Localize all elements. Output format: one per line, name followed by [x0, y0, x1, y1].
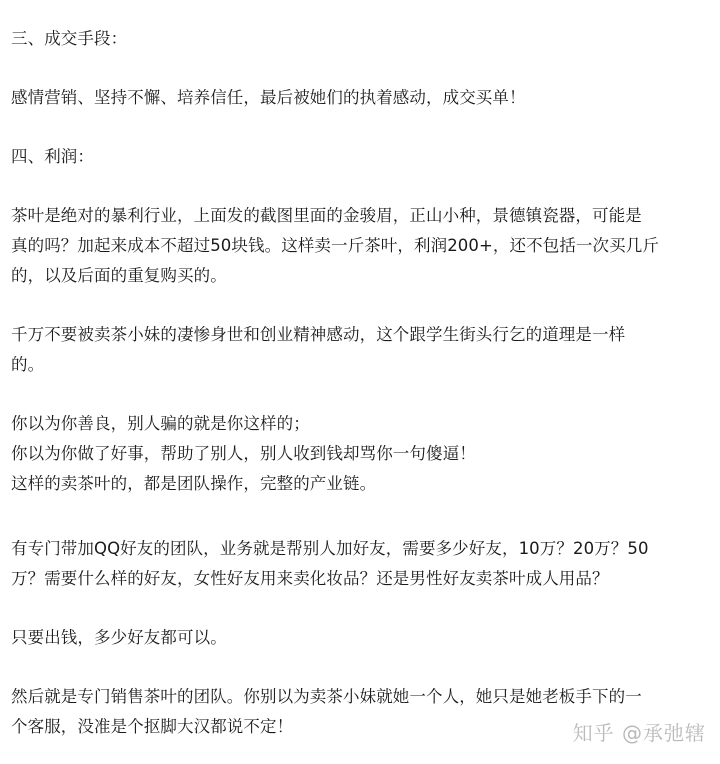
zhihu-watermark: 知乎 @承弛辖: [572, 721, 706, 745]
section-heading-closing-method: 三、成交手段：: [11, 29, 128, 48]
paragraph-line: 你以为你做了好事，帮助了别人，别人收到钱却骂你一句傻逼！: [11, 444, 476, 463]
paragraph-line: 只要出钱，多少好友都可以。: [11, 628, 227, 647]
paragraph-line: 你以为你善良，别人骗的就是你这样的；: [11, 414, 310, 433]
paragraph-line: 这样的卖茶叶的，都是团队操作，完整的产业链。: [11, 474, 377, 493]
paragraph-line: 的，以及后面的重复购买的。: [11, 266, 227, 285]
paragraph-line: 个客服，没准是个抠脚大汉都说不定！: [11, 717, 294, 736]
paragraph-line: 然后就是专门销售茶叶的团队。你别以为卖茶小妹就她一个人，她只是她老板手下的一: [11, 687, 642, 706]
paragraph-line: 真的吗？加起来成本不超过50块钱。这样卖一斤茶叶，利润200+，还不包括一次买几斤: [11, 236, 659, 255]
paragraph-line: 的。: [11, 355, 45, 374]
paragraph-line: 千万不要被卖茶小妹的凄惨身世和创业精神感动，这个跟学生街头行乞的道理是一样: [11, 325, 626, 344]
section-heading-profit: 四、利润：: [11, 147, 94, 166]
paragraph-line: 茶叶是绝对的暴利行业，上面发的截图里面的金骏眉，正山小种，景德镇瓷器，可能是: [11, 206, 642, 225]
paragraph-line: 万？需要什么样的好友，女性好友用来卖化妆品？还是男性好友卖茶叶成人用品？: [11, 569, 609, 588]
paragraph-line: 有专门带加QQ好友的团队，业务就是帮别人加好友，需要多少好友，10万？20万？50: [11, 539, 649, 558]
paragraph-line: 感情营销、坚持不懈、培养信任，最后被她们的执着感动，成交买单！: [11, 88, 526, 107]
